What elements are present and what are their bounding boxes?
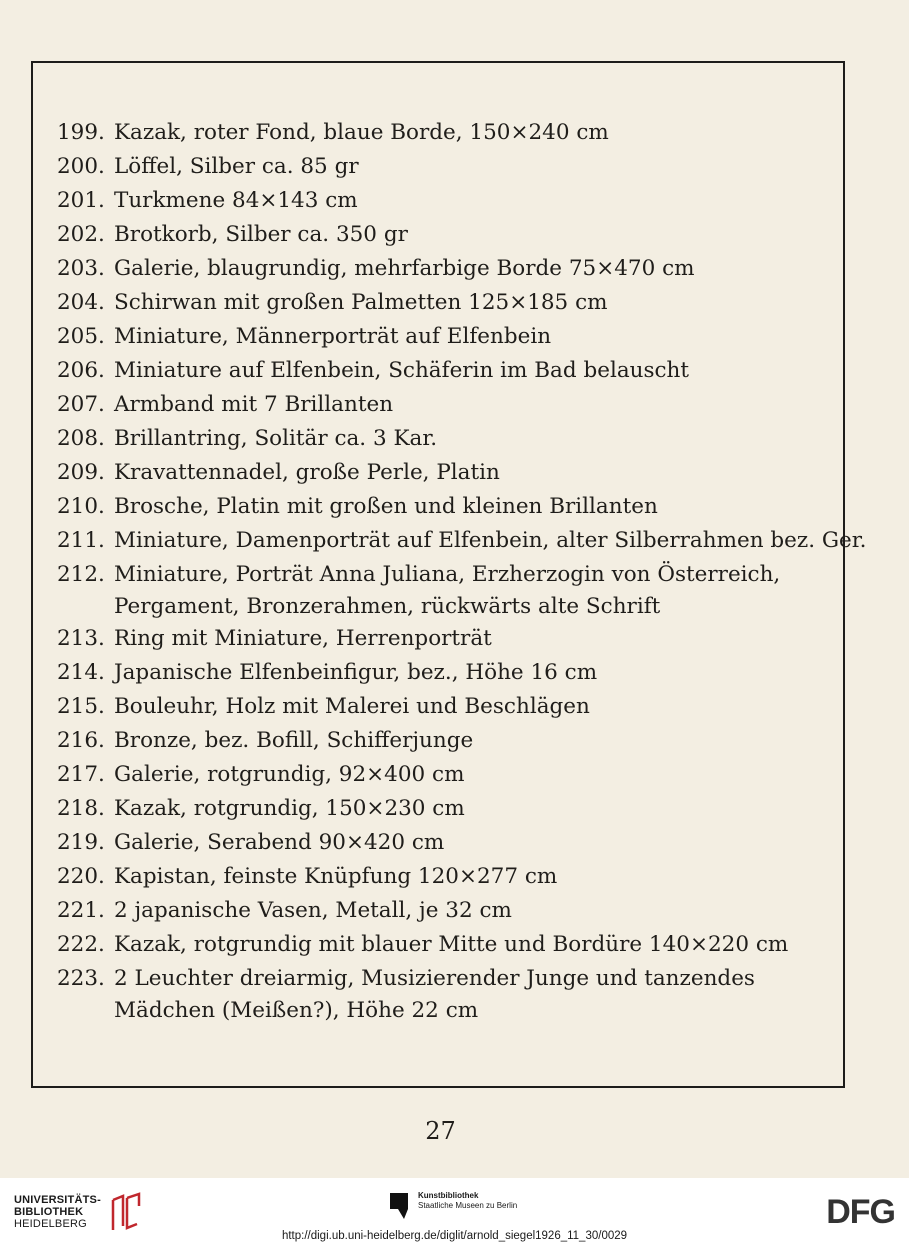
catalog-entry bbox=[57, 894, 837, 928]
entry-number: 202. bbox=[57, 222, 105, 247]
entry-number: 199. bbox=[57, 120, 105, 145]
entry-description-line: Japanische Elfenbeinfigur, bez., Höhe 16 cm bbox=[114, 660, 598, 685]
page-number: 27 bbox=[425, 1117, 456, 1145]
entry-description bbox=[114, 826, 837, 860]
entry-description-line: Galerie, blaugrundig, mehrfarbige Borde 75×470 cm bbox=[114, 256, 695, 281]
kunstbibliothek-logo[interactable] bbox=[388, 1191, 517, 1221]
catalog-entry bbox=[57, 524, 867, 558]
ub-logo-line3: HEIDELBERG bbox=[14, 1218, 87, 1230]
entry-description bbox=[114, 724, 837, 758]
entry-number: 204. bbox=[57, 290, 105, 315]
entry-number: 205. bbox=[57, 324, 105, 349]
entry-number: 210. bbox=[57, 494, 105, 519]
catalog-entry bbox=[57, 962, 837, 1026]
ub-logo-line1: UNIVERSITÄTS- bbox=[14, 1194, 101, 1206]
catalog-entry bbox=[57, 724, 837, 758]
entry-number: 216. bbox=[57, 728, 105, 753]
catalog-entry bbox=[57, 758, 837, 792]
entry-description bbox=[114, 524, 867, 558]
entry-description-line: Miniature, Porträt Anna Juliana, Erzherzogin von Österreich, bbox=[114, 562, 781, 587]
entry-description-line: Bronze, bez. Bofill, Schifferjunge bbox=[114, 728, 474, 753]
entry-description bbox=[114, 792, 837, 826]
catalog-entry bbox=[57, 690, 837, 724]
catalog-entry bbox=[57, 558, 837, 622]
catalog-entry bbox=[57, 252, 837, 286]
entry-number: 220. bbox=[57, 864, 105, 889]
catalog-entry bbox=[57, 286, 837, 320]
entry-number: 209. bbox=[57, 460, 105, 485]
entry-number: 218. bbox=[57, 796, 105, 821]
catalog-entry bbox=[57, 150, 837, 184]
kunstbibliothek-mark-icon bbox=[388, 1191, 414, 1221]
entry-description-line: Kazak, roter Fond, blaue Borde, 150×240 cm bbox=[114, 120, 609, 145]
entry-number: 219. bbox=[57, 830, 105, 855]
viewer-footer bbox=[0, 1178, 909, 1244]
entry-description-line: Mädchen (Meißen?), Höhe 22 cm bbox=[114, 998, 479, 1023]
heidelberg-library-logo[interactable] bbox=[14, 1192, 143, 1232]
entry-description bbox=[114, 184, 837, 218]
entry-number: 223. bbox=[57, 966, 105, 991]
entry-number: 213. bbox=[57, 626, 105, 651]
kb-logo-line1: Kunstbibliothek bbox=[418, 1191, 479, 1200]
kb-logo-line2: Staatliche Museen zu Berlin bbox=[418, 1201, 518, 1210]
entry-description-line: Pergament, Bronzerahmen, rückwärts alte Schrift bbox=[114, 594, 661, 619]
entry-description-line: Miniature, Damenporträt auf Elfenbein, alter Silberrahmen bez. Ger. bbox=[114, 528, 867, 553]
entry-description bbox=[114, 388, 837, 422]
entry-description-line: Brotkorb, Silber ca. 350 gr bbox=[114, 222, 408, 247]
catalog-entry bbox=[57, 826, 837, 860]
entry-description-line: 2 japanische Vasen, Metall, je 32 cm bbox=[114, 898, 512, 923]
entry-number: 200. bbox=[57, 154, 105, 179]
entry-description bbox=[114, 758, 837, 792]
source-url-link[interactable]: http://digi.ub.uni-heidelberg.de/diglit/arnold_siegel1926_11_30/0029 bbox=[281, 1230, 628, 1242]
entry-description bbox=[114, 928, 837, 962]
catalog-entry bbox=[57, 218, 837, 252]
entry-description bbox=[114, 490, 837, 524]
entry-description bbox=[114, 860, 837, 894]
entry-description-line: Galerie, rotgrundig, 92×400 cm bbox=[114, 762, 465, 787]
entry-description-line: Miniature, Männerporträt auf Elfenbein bbox=[114, 324, 552, 349]
entry-number: 215. bbox=[57, 694, 105, 719]
entry-description bbox=[114, 456, 837, 490]
catalog-entry bbox=[57, 860, 837, 894]
entry-number: 206. bbox=[57, 358, 105, 383]
ub-bracket-icon bbox=[109, 1192, 143, 1232]
catalog-entry bbox=[57, 792, 837, 826]
entry-description bbox=[114, 286, 837, 320]
catalog-entry bbox=[57, 422, 837, 456]
dfg-logo[interactable]: DFG bbox=[826, 1193, 895, 1231]
entry-description-line: 2 Leuchter dreiarmig, Musizierender Junge und tanzendes bbox=[114, 966, 755, 991]
entry-description bbox=[114, 252, 837, 286]
entry-number: 203. bbox=[57, 256, 105, 281]
entry-description-line: Kazak, rotgrundig mit blauer Mitte und Bordüre 140×220 cm bbox=[114, 932, 789, 957]
ub-logo-line2: BIBLIOTHEK bbox=[14, 1206, 84, 1218]
entry-number: 207. bbox=[57, 392, 105, 417]
entry-description-line: Galerie, Serabend 90×420 cm bbox=[114, 830, 445, 855]
entry-description-line: Armband mit 7 Brillanten bbox=[114, 392, 394, 417]
entry-description bbox=[114, 218, 837, 252]
entry-description-line: Kazak, rotgrundig, 150×230 cm bbox=[114, 796, 465, 821]
entry-number: 201. bbox=[57, 188, 105, 213]
entry-description bbox=[114, 422, 837, 456]
entry-description bbox=[114, 150, 837, 184]
catalog-entry bbox=[57, 116, 837, 150]
entry-number: 214. bbox=[57, 660, 105, 685]
entry-number: 212. bbox=[57, 562, 105, 587]
entry-description bbox=[114, 320, 837, 354]
entry-description bbox=[114, 690, 837, 724]
catalog-entry bbox=[57, 388, 837, 422]
entry-description-line: Löffel, Silber ca. 85 gr bbox=[114, 154, 359, 179]
entry-description-line: Brosche, Platin mit großen und kleinen Brillanten bbox=[114, 494, 658, 519]
entry-description bbox=[114, 894, 837, 928]
entry-description-line: Kravattennadel, große Perle, Platin bbox=[114, 460, 500, 485]
entry-description-line: Turkmene 84×143 cm bbox=[114, 188, 358, 213]
entry-description bbox=[114, 622, 837, 656]
entry-description bbox=[114, 354, 837, 388]
catalog-entry bbox=[57, 456, 837, 490]
entry-description-line: Kapistan, feinste Knüpfung 120×277 cm bbox=[114, 864, 558, 889]
catalog-entry bbox=[57, 490, 837, 524]
entry-description-line: Miniature auf Elfenbein, Schäferin im Bad belauscht bbox=[114, 358, 690, 383]
catalog-entry bbox=[57, 320, 837, 354]
entry-description bbox=[114, 558, 837, 622]
catalog-entry bbox=[57, 184, 837, 218]
entry-description-line: Bouleuhr, Holz mit Malerei und Beschlägen bbox=[114, 694, 590, 719]
entry-number: 211. bbox=[57, 528, 105, 553]
entry-number: 208. bbox=[57, 426, 105, 451]
catalog-entry-list bbox=[57, 116, 867, 1026]
entry-number: 222. bbox=[57, 932, 105, 957]
entry-description bbox=[114, 116, 837, 150]
catalog-entry bbox=[57, 656, 837, 690]
entry-description bbox=[114, 962, 837, 1026]
entry-number: 217. bbox=[57, 762, 105, 787]
catalog-entry bbox=[57, 622, 837, 656]
entry-description-line: Ring mit Miniature, Herrenporträt bbox=[114, 626, 492, 651]
entry-description-line: Schirwan mit großen Palmetten 125×185 cm bbox=[114, 290, 608, 315]
catalog-entry bbox=[57, 354, 837, 388]
entry-number: 221. bbox=[57, 898, 105, 923]
entry-description-line: Brillantring, Solitär ca. 3 Kar. bbox=[114, 426, 438, 451]
catalog-entry bbox=[57, 928, 837, 962]
entry-description bbox=[114, 656, 837, 690]
